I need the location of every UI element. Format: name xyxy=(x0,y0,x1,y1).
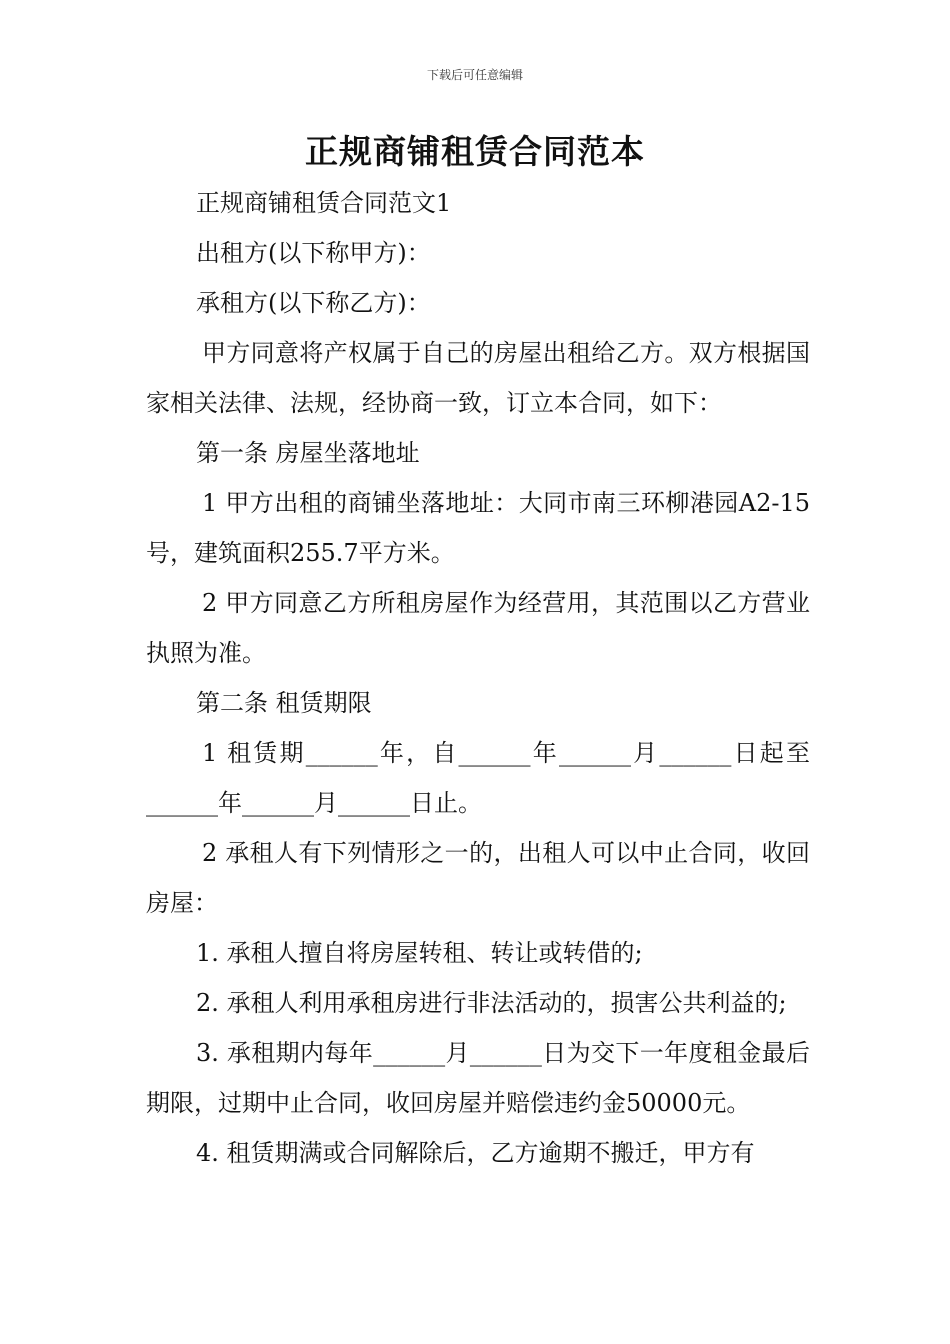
paragraph-subtitle: 正规商铺租赁合同范文1 xyxy=(196,189,452,217)
list-item-3: 3. 承租期内每年______月______日为交下一年度租金最后期限，过期中止合同，收回房屋并赔偿违约金50000元。 xyxy=(146,1039,810,1117)
paragraph-address: 1 甲方出租的商铺坐落地址：大同市南三环柳港园A2-15号，建筑面积255.7平方米。 xyxy=(146,489,810,567)
paragraph-usage: 2 甲方同意乙方所租房屋作为经营用，其范围以乙方营业执照为准。 xyxy=(146,589,810,667)
document-title: 正规商铺租赁合同范本 xyxy=(305,132,645,171)
article-heading-1: 第一条 房屋坐落地址 xyxy=(196,439,420,467)
article-heading-2: 第二条 租赁期限 xyxy=(196,689,372,717)
header-note: 下载后可任意编辑 xyxy=(426,68,523,82)
list-item-1: 1. 承租人擅自将房屋转租、转让或转借的; xyxy=(196,939,643,967)
paragraph-termination: 2 承租人有下列情形之一的，出租人可以中止合同，收回房屋： xyxy=(146,839,810,917)
paragraph-lessor: 出租方(以下称甲方)： xyxy=(196,239,431,267)
paragraph-lessee: 承租方(以下称乙方)： xyxy=(196,289,431,317)
paragraph-agreement: 甲方同意将产权属于自己的房屋出租给乙方。双方根据国家相关法律、法规，经协商一致，订立本合同，如下： xyxy=(146,339,810,417)
list-item-4: 4. 租赁期满或合同解除后，乙方逾期不搬迁，甲方有 xyxy=(196,1139,755,1167)
paragraph-term: 1 租赁期______年，自______年______月______日起至______年______月______日止。 xyxy=(146,739,810,817)
document-body xyxy=(146,178,810,1178)
list-item-2: 2. 承租人利用承租房进行非法活动的，损害公共利益的; xyxy=(196,989,787,1017)
